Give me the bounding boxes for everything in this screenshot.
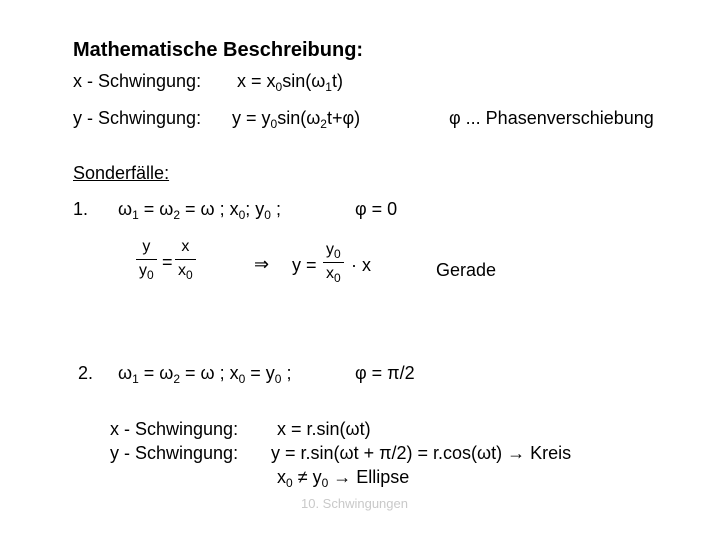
slide-footer: 10. Schwingungen: [301, 496, 408, 511]
case2-phase: φ = π/2: [355, 363, 415, 383]
x-oscillation-label: x - Schwingung:: [73, 71, 202, 91]
case1-result-lhs: y =: [292, 255, 317, 275]
case1-fraction-y: y $y_0$: [136, 238, 157, 280]
case2-ellipse-condition: $x_0 \ne y_0$ → Ellipse: [277, 467, 410, 490]
phase-shift-note: φ ... Phasenverschiebung: [449, 108, 654, 128]
x-oscillation-equation: $x = x_0\sin(\omega_1t)$: [237, 71, 343, 94]
case1-result-tail: · x: [351, 255, 371, 275]
case2-number: 2.: [78, 363, 94, 383]
case1-fraction-x: x $x_0$: [175, 238, 196, 280]
page-title: Mathematische Beschreibung:: [73, 39, 364, 61]
case1-result-label: Gerade: [436, 260, 497, 280]
case2-x-label: x - Schwingung:: [110, 419, 239, 439]
case1-condition: $\omega_1 = \omega_2 = \omega$ ; $x_0$; $y_0$ ;: [118, 199, 281, 222]
y-oscillation-label: y - Schwingung:: [73, 108, 202, 128]
implies-arrow-icon: ⇒: [254, 254, 270, 274]
y-oscillation-equation: $y = y_0\sin(\omega_2t+\varphi)$: [232, 108, 361, 131]
case1-equals: =: [162, 252, 173, 272]
case1-result-fraction: $y_0$ $x_0$: [323, 241, 344, 283]
special-cases-heading: Sonderfälle:: [73, 163, 170, 183]
case1-phase: φ = 0: [355, 199, 398, 219]
case1-number: 1.: [73, 199, 89, 219]
case2-y-label: y - Schwingung:: [110, 443, 239, 463]
case2-y-equation: y = r.sin(ωt + π/2) = r.cos(ωt) → Kreis: [271, 443, 572, 463]
case2-x-equation: x = r.sin(ωt): [277, 419, 371, 439]
case2-condition: $\omega_1 = \omega_2 = \omega$ ; $x_0 = y_0$ ;: [118, 363, 292, 386]
